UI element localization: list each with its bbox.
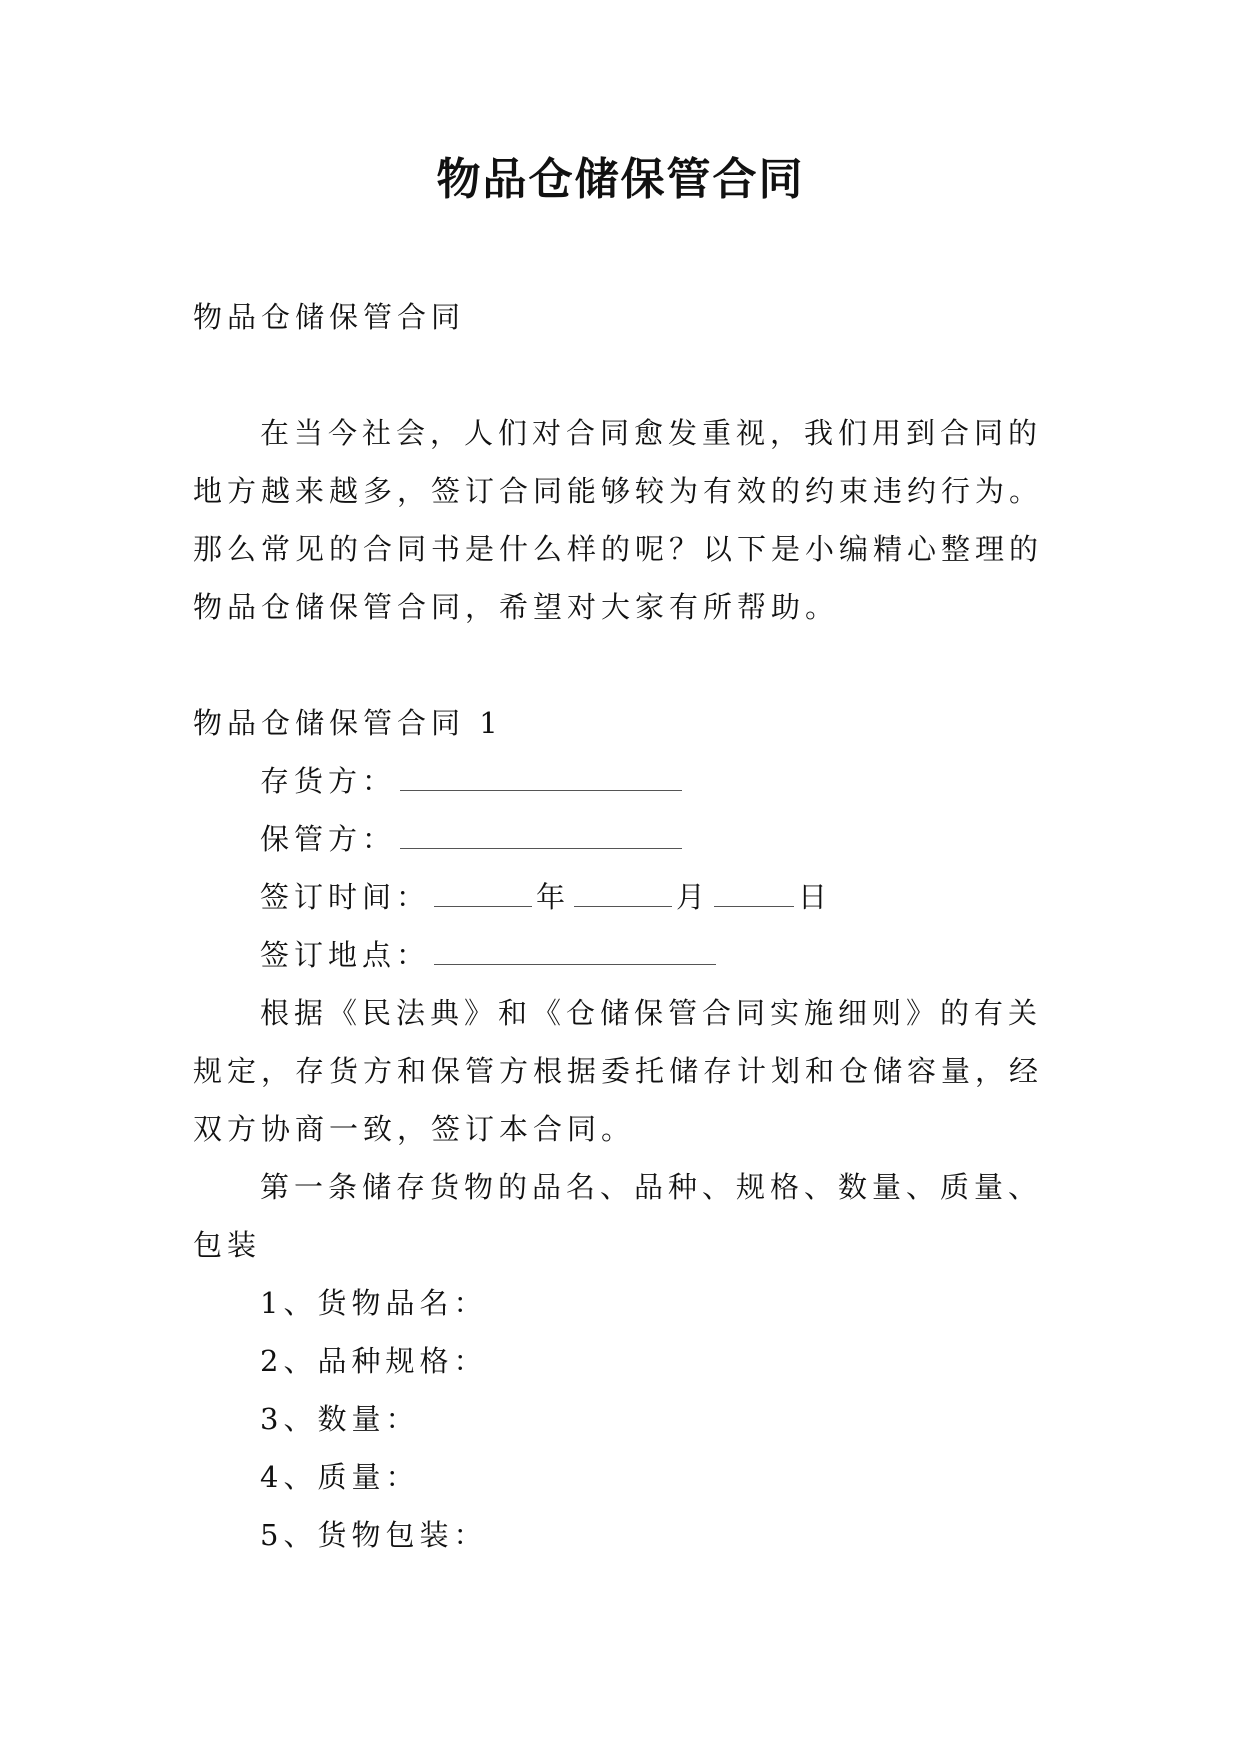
intro-paragraph: 在当今社会，人们对合同愈发重视，我们用到合同的地方越来越多，签订合同能够较为有效的约束违约行为。那么常见的合同书是什么样的呢？以下是小编精心整理的物品仓储保管合同，希望对大家有所帮助。	[193, 416, 1044, 624]
sign-place-label: 签订地点：	[260, 938, 431, 972]
keeper-line	[193, 810, 1053, 868]
document-title: 物品仓储保管合同	[436, 154, 805, 205]
basis-paragraph: 根据《民法典》和《仓储保管合同实施细则》的有关规定，存货方和保管方根据委托储存计划和仓储容量，经双方协商一致，签订本合同。	[193, 996, 1044, 1146]
depositor-line	[193, 752, 1053, 810]
document-body	[193, 288, 1053, 1564]
year-label: 年	[536, 880, 571, 914]
month-blank	[574, 876, 672, 907]
list-item: 1、货物品名：	[260, 1286, 488, 1320]
keeper-blank	[400, 818, 682, 849]
sign-place-line	[193, 926, 1053, 984]
list-item: 5、货物包装：	[260, 1518, 488, 1552]
list-item: 4、质量：	[260, 1460, 420, 1494]
section-title: 物品仓储保管合同 1	[193, 706, 503, 740]
list-item: 3、数量：	[260, 1402, 420, 1436]
year-blank	[434, 876, 532, 907]
depositor-blank	[400, 760, 682, 791]
sign-place-blank	[434, 934, 716, 965]
article-1: 第一条储存货物的品名、品种、规格、数量、质量、包装	[193, 1170, 1043, 1262]
document-subtitle: 物品仓储保管合同	[193, 300, 466, 334]
depositor-label: 存货方：	[260, 764, 397, 798]
sign-time-line	[193, 868, 1053, 926]
day-blank	[714, 876, 794, 907]
month-label: 月	[676, 880, 711, 914]
list-item: 2、品种规格：	[260, 1344, 488, 1378]
day-label: 日	[798, 880, 833, 914]
sign-time-label: 签订时间：	[260, 880, 431, 914]
keeper-label: 保管方：	[260, 822, 397, 856]
